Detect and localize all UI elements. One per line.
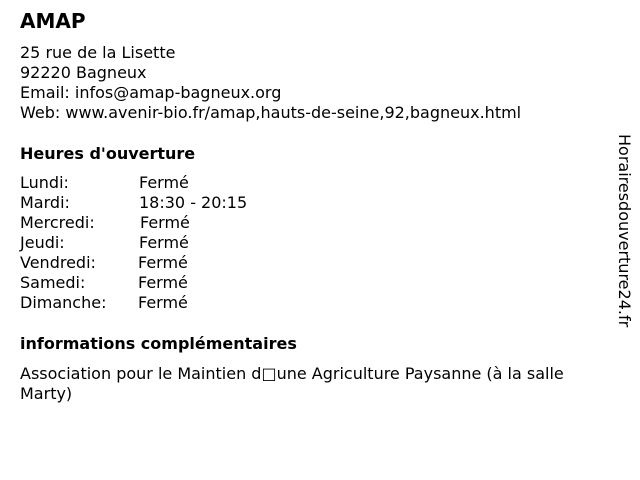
hours-row-wed [20,213,190,233]
day-hours: Fermé [138,253,188,272]
day-hours: Fermé [138,273,188,292]
day-label: Vendredi: [20,253,96,272]
day-label: Jeudi: [20,233,65,252]
day-hours: Fermé [140,213,190,232]
hours-row-sun [20,293,188,313]
hours-row-tue [20,193,248,213]
day-hours: 18:30 - 20:15 [139,193,248,212]
business-name: AMAP [20,9,86,33]
hours-row-fri [20,253,188,273]
hours-heading: Heures d'ouverture [20,144,196,163]
day-label: Mercredi: [20,213,95,232]
info-heading: informations complémentaires [20,334,297,353]
day-hours: Fermé [138,293,188,312]
info-text: Association pour le Maintien d□une Agriculture Paysanne (à la salle Marty) [20,364,564,403]
day-label: Samedi: [20,273,86,292]
day-label: Dimanche: [20,293,107,312]
day-hours: Fermé [139,233,189,252]
hours-row-sat [20,273,188,293]
hours-row-thu [20,233,189,253]
website: Web: www.avenir-bio.fr/amap,hauts-de-seine,92,bagneux.html [20,103,522,122]
day-hours: Fermé [139,173,189,192]
email: Email: infos@amap-bagneux.org [20,83,282,102]
site-watermark: Horairesdouverture24.fr [615,134,634,328]
hours-row-mon [20,173,189,193]
address-line-1: 25 rue de la Lisette [20,43,176,62]
day-label: Mardi: [20,193,70,212]
address-line-2: 92220 Bagneux [20,63,147,82]
day-label: Lundi: [20,173,69,192]
